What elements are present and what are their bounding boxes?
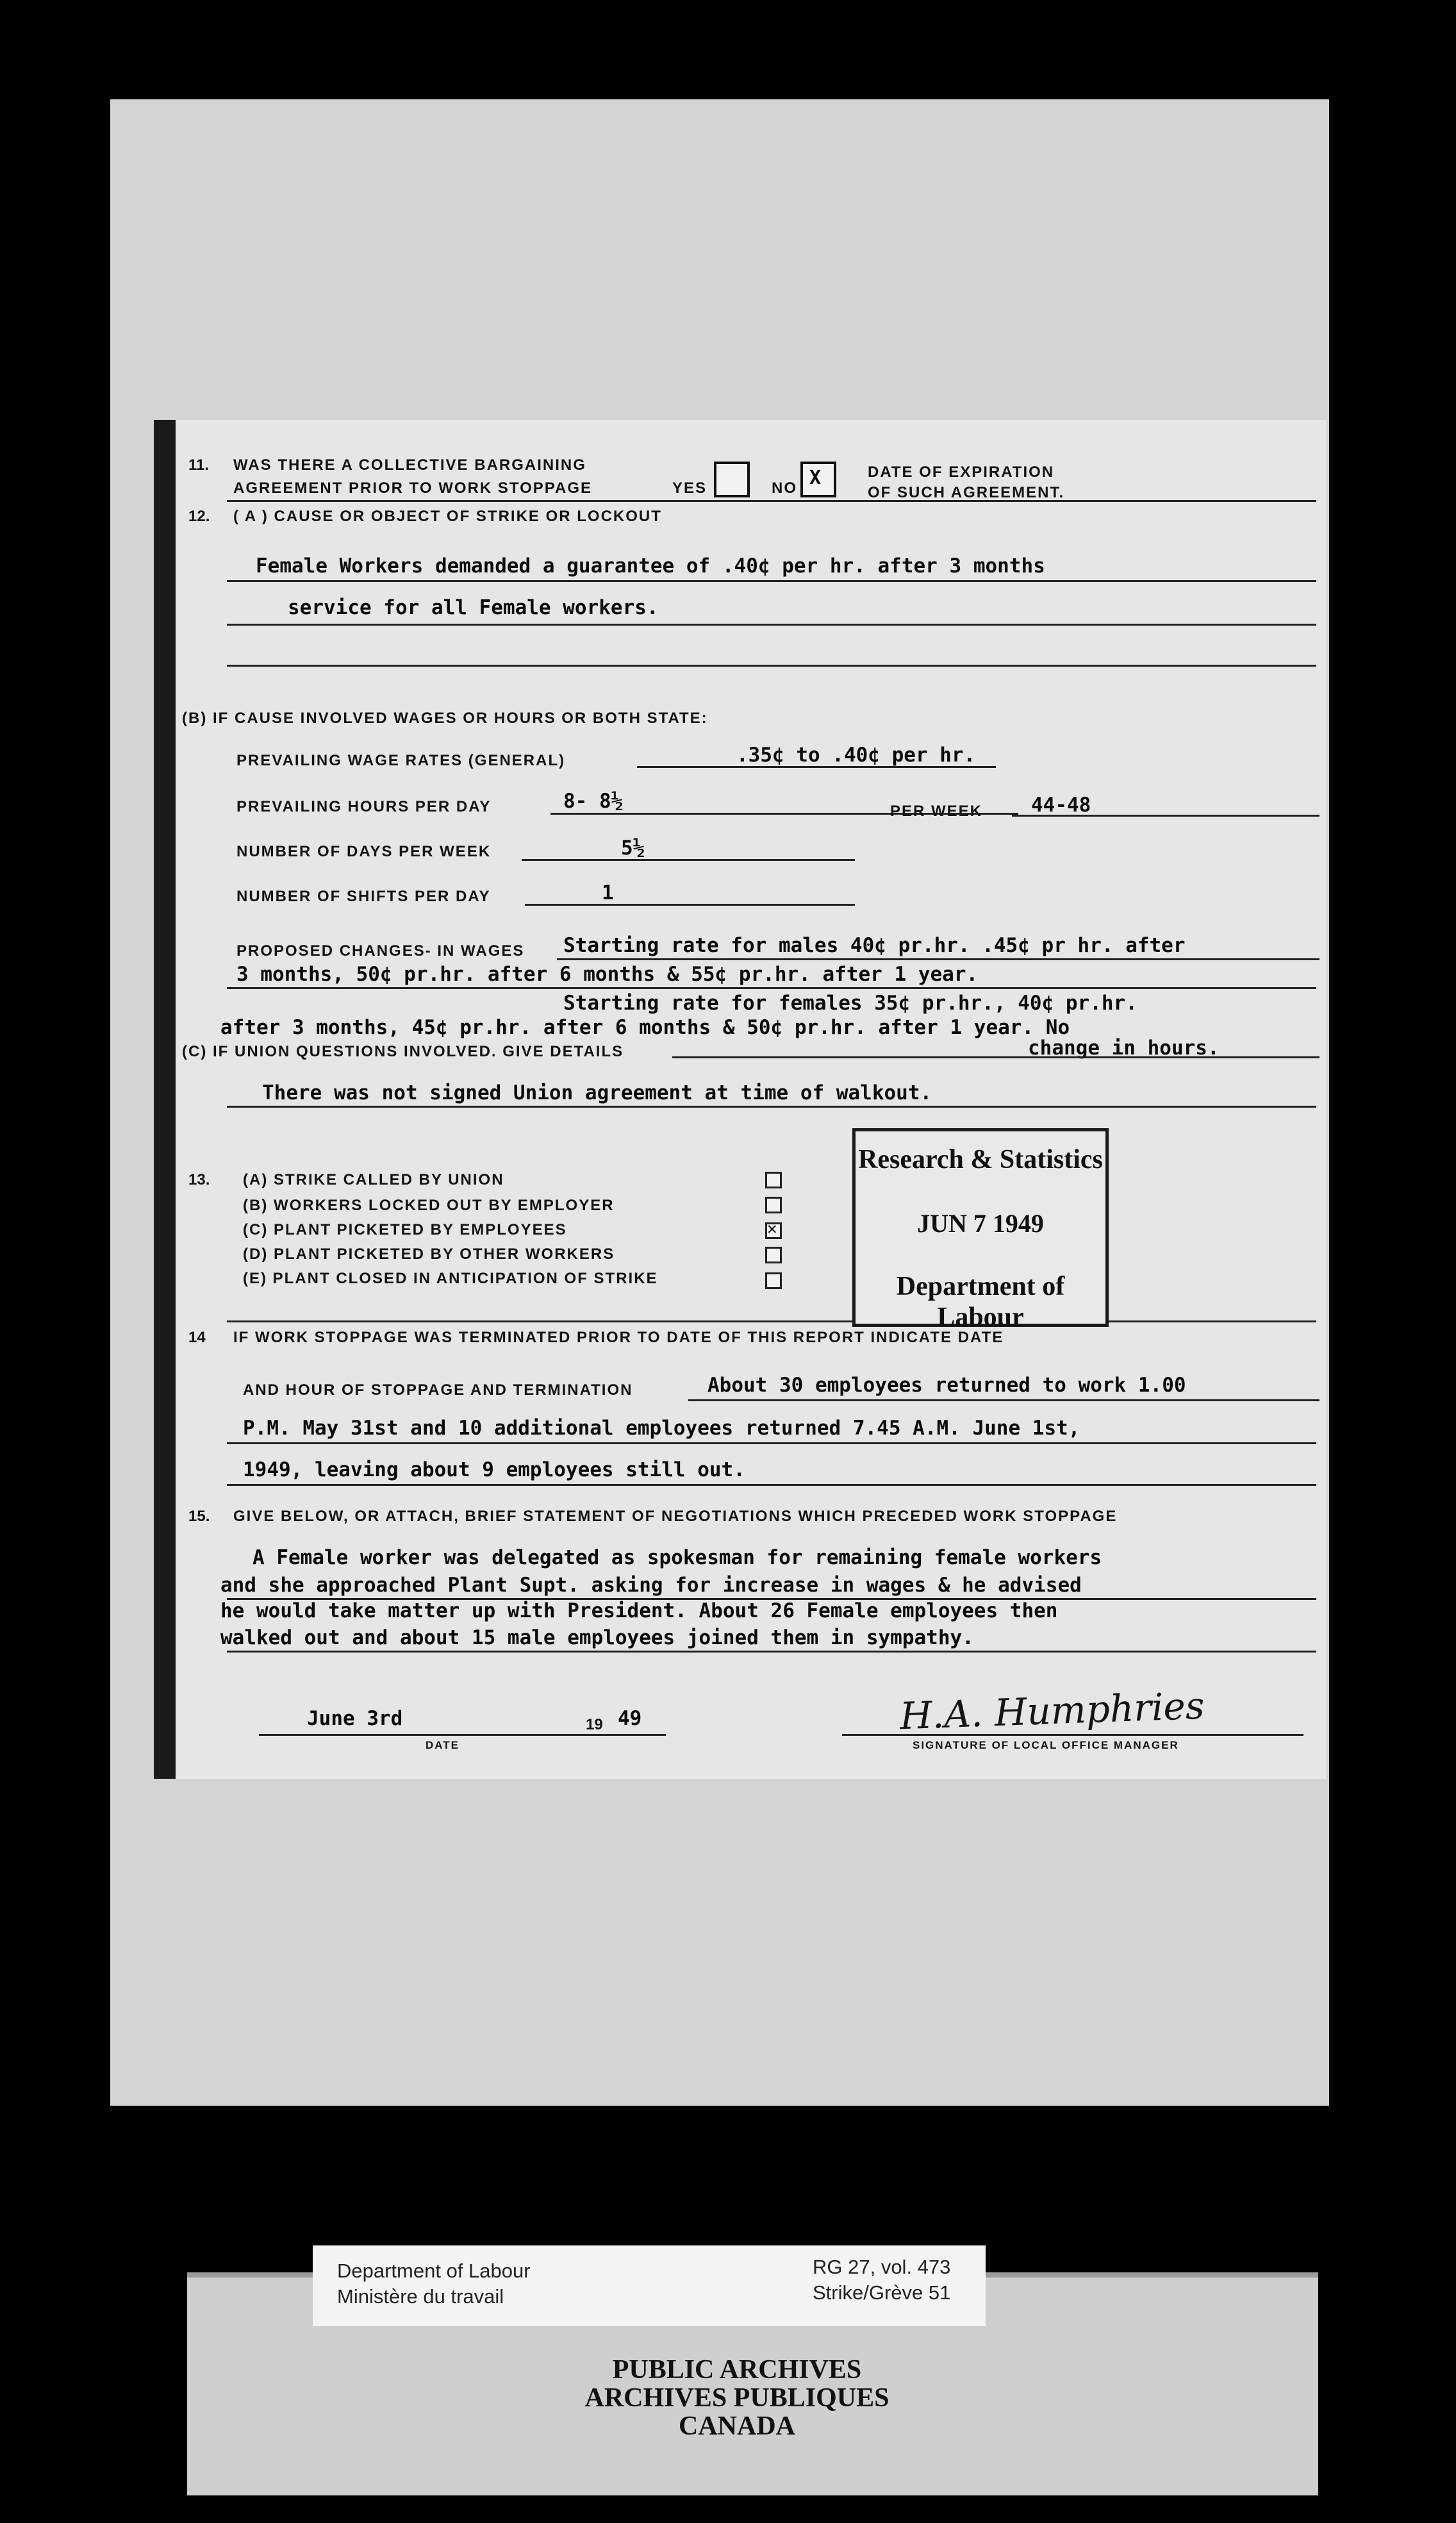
q12a-answer-line1: Female Workers demanded a guarantee of .40¢ per hr. after 3 months bbox=[256, 554, 1045, 578]
proposed-changes-line4: after 3 months, 45¢ pr.hr. after 6 months & 50¢ pr.hr. after 1 year. No bbox=[220, 1016, 1070, 1039]
q11-no-box[interactable] bbox=[800, 462, 836, 497]
rule bbox=[227, 624, 1316, 626]
days-per-week-label: NUMBER OF DAYS PER WEEK bbox=[236, 843, 492, 860]
received-stamp bbox=[852, 1128, 1109, 1332]
dept-english: Department of Labour bbox=[337, 2260, 531, 2282]
proposed-changes-line5: change in hours. bbox=[1028, 1037, 1220, 1060]
q12a-label: ( A ) CAUSE OR OBJECT OF STRIKE OR LOCKOUT bbox=[233, 508, 662, 525]
archive-stamp-line1: PUBLIC ARCHIVES bbox=[612, 2355, 862, 2385]
dept-french: Ministère du travail bbox=[337, 2285, 504, 2308]
proposed-changes-line3: Starting rate for females 35¢ pr.hr., 40¢ pr.hr. bbox=[563, 992, 1138, 1015]
rule bbox=[227, 987, 1316, 989]
per-week-value: 44-48 bbox=[1031, 794, 1091, 817]
rule bbox=[227, 1442, 1316, 1444]
q11-text-line1: WAS THERE A COLLECTIVE BARGAINING bbox=[233, 456, 586, 474]
per-week-label: PER WEEK bbox=[890, 803, 983, 820]
q12b-label: (B) IF CAUSE INVOLVED WAGES OR HOURS OR BOTH STATE: bbox=[182, 710, 708, 727]
stamp-line3: Department of Labour bbox=[896, 1272, 1065, 1332]
report-date: June 3rd bbox=[307, 1707, 403, 1730]
q15-answer-line3: he would take matter up with President. About 26 Female employees then bbox=[220, 1599, 1058, 1622]
q13-checkbox-b[interactable] bbox=[765, 1197, 782, 1213]
q15-number: 15. bbox=[188, 1508, 210, 1525]
strike-file-number: Strike/Grève 51 bbox=[813, 2281, 951, 2304]
q13-item-c: (C) PLANT PICKETED BY EMPLOYEES bbox=[243, 1221, 567, 1238]
q11-no-label: NO bbox=[772, 479, 797, 497]
q11-expiry-line1: DATE OF EXPIRATION bbox=[868, 463, 1055, 481]
q14-answer-line3: 1949, leaving about 9 employees still out. bbox=[243, 1458, 745, 1481]
q13-item-d: (D) PLANT PICKETED BY OTHER WORKERS bbox=[243, 1245, 615, 1263]
q14-number: 14 bbox=[188, 1329, 206, 1346]
hours-per-day-value: 8- 8½ bbox=[563, 790, 624, 813]
q11-expiry-line2: OF SUCH AGREEMENT. bbox=[868, 484, 1065, 501]
stamp-date: JUN 7 1949 bbox=[917, 1209, 1044, 1238]
q11-number: 11. bbox=[188, 456, 210, 474]
report-year: 49 bbox=[618, 1707, 642, 1730]
q13-checkbox-c[interactable] bbox=[765, 1219, 782, 1239]
q12c-answer: There was not signed Union agreement at time of walkout. bbox=[262, 1081, 932, 1104]
days-per-week-value: 5½ bbox=[621, 837, 645, 860]
shifts-per-day-label: NUMBER OF SHIFTS PER DAY bbox=[236, 888, 491, 905]
q11-yes-label: YES bbox=[672, 479, 707, 497]
q12a-answer-line2: service for all Female workers. bbox=[288, 596, 659, 619]
year-prefix: 19 bbox=[586, 1716, 603, 1733]
q12-number: 12. bbox=[188, 508, 210, 525]
manager-signature: H.A. Humphries bbox=[898, 1683, 1205, 1738]
hours-per-day-label: PREVAILING HOURS PER DAY bbox=[236, 798, 492, 815]
q13-checkbox-c-mark: ✕ bbox=[767, 1219, 777, 1238]
archive-stamp-line2: ARCHIVES PUBLIQUES bbox=[584, 2383, 889, 2413]
q14-text: IF WORK STOPPAGE WAS TERMINATED PRIOR TO DATE OF THIS REPORT INDICATE DATE bbox=[233, 1329, 1004, 1346]
rule bbox=[557, 958, 1320, 960]
rule bbox=[688, 1399, 1320, 1401]
rule bbox=[1012, 815, 1320, 817]
proposed-changes-line2: 3 months, 50¢ pr.hr. after 6 months & 55¢ pr.hr. after 1 year. bbox=[236, 963, 979, 986]
rule bbox=[259, 1734, 666, 1736]
wage-rates-value: .35¢ to .40¢ per hr. bbox=[736, 744, 976, 767]
q15-answer-line4: walked out and about 15 male employees joined them in sympathy. bbox=[220, 1626, 974, 1649]
q13-number: 13. bbox=[188, 1171, 210, 1188]
q12c-label: (C) IF UNION QUESTIONS INVOLVED. GIVE DETAILS bbox=[182, 1043, 624, 1060]
q14-hour-label: AND HOUR OF STOPPAGE AND TERMINATION bbox=[243, 1381, 633, 1399]
q13-checkbox-e[interactable] bbox=[765, 1272, 782, 1289]
q14-answer-line1: About 30 employees returned to work 1.00 bbox=[707, 1374, 1186, 1397]
date-label: DATE bbox=[426, 1739, 460, 1751]
rule bbox=[672, 1056, 1320, 1058]
rule bbox=[227, 665, 1316, 667]
q11-yes-box[interactable] bbox=[714, 462, 750, 497]
q13-item-e: (E) PLANT CLOSED IN ANTICIPATION OF STRIKE bbox=[243, 1270, 658, 1287]
q13-checkbox-d[interactable] bbox=[765, 1247, 782, 1263]
q14-answer-line2: P.M. May 31st and 10 additional employees returned 7.45 A.M. June 1st, bbox=[243, 1417, 1080, 1440]
shifts-per-day-value: 1 bbox=[602, 881, 614, 904]
stamp-line1: Research & Statistics bbox=[858, 1145, 1103, 1174]
rule bbox=[227, 500, 1316, 502]
rule bbox=[522, 859, 855, 861]
rule bbox=[227, 1651, 1316, 1653]
archive-reference-label bbox=[313, 2245, 986, 2326]
rule bbox=[227, 580, 1316, 582]
rule bbox=[227, 1106, 1316, 1108]
q11-text-line2: AGREEMENT PRIOR TO WORK STOPPAGE bbox=[233, 479, 593, 497]
record-group-reference: RG 27, vol. 473 bbox=[813, 2256, 951, 2278]
q13-checkbox-a[interactable] bbox=[765, 1172, 782, 1188]
rule bbox=[227, 1320, 1316, 1322]
q15-answer-line1: A Female worker was delegated as spokesman for remaining female workers bbox=[252, 1546, 1102, 1569]
q11-no-mark: X bbox=[809, 467, 822, 489]
q13-item-a: (A) STRIKE CALLED BY UNION bbox=[243, 1171, 504, 1188]
rule bbox=[842, 1734, 1303, 1736]
rule bbox=[525, 904, 855, 906]
q15-answer-line2: and she approached Plant Supt. asking for increase in wages & he advised bbox=[220, 1574, 1082, 1597]
signature-label: SIGNATURE OF LOCAL OFFICE MANAGER bbox=[913, 1739, 1179, 1751]
q15-text: GIVE BELOW, OR ATTACH, BRIEF STATEMENT OF NEGOTIATIONS WHICH PRECEDED WORK STOPPAGE bbox=[233, 1508, 1118, 1525]
archive-stamp-line3: CANADA bbox=[679, 2411, 795, 2441]
public-archives-stamp bbox=[385, 2356, 1089, 2440]
proposed-changes-line1: Starting rate for males 40¢ pr.hr. .45¢ pr hr. after bbox=[563, 934, 1186, 957]
rule bbox=[637, 766, 996, 768]
q13-item-b: (B) WORKERS LOCKED OUT BY EMPLOYER bbox=[243, 1197, 615, 1214]
rule bbox=[227, 1484, 1316, 1486]
wage-rates-label: PREVAILING WAGE RATES (GENERAL) bbox=[236, 752, 566, 769]
proposed-changes-label: PROPOSED CHANGES- IN WAGES bbox=[236, 942, 525, 960]
strike-report-form bbox=[154, 420, 1326, 1779]
